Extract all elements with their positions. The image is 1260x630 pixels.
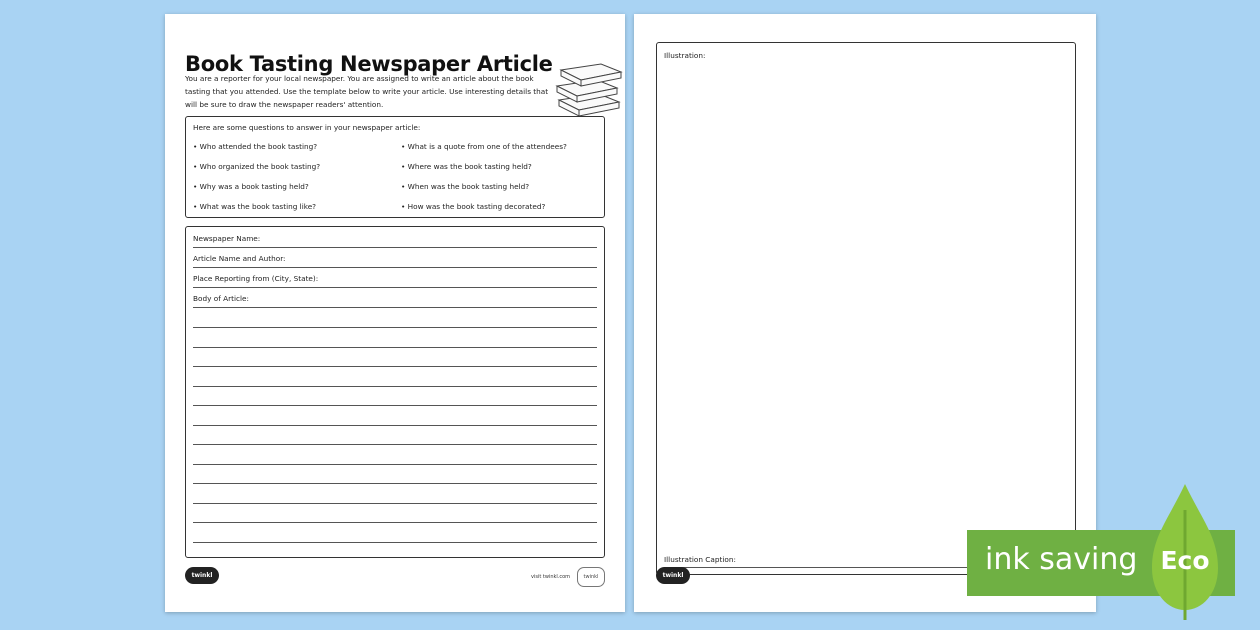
page-title: Book Tasting Newspaper Article <box>185 52 553 76</box>
writing-line <box>193 327 597 328</box>
question-item: • Who attended the book tasting? <box>193 142 318 151</box>
writing-line <box>193 425 597 426</box>
questions-right-column <box>401 141 567 221</box>
illustration-box[interactable] <box>656 42 1076 575</box>
books-icon <box>553 56 625 122</box>
writing-line <box>193 347 597 348</box>
question-item: • Why was a book tasting held? <box>193 182 309 191</box>
question-item: • How was the book tasting decorated? <box>401 202 546 211</box>
writing-line <box>193 464 597 465</box>
writing-line <box>193 444 597 445</box>
questions-left-column <box>193 141 320 221</box>
questions-box <box>185 116 605 218</box>
writing-line <box>193 522 597 523</box>
question-item: • What is a quote from one of the attendees? <box>401 142 567 151</box>
twinkl-logo: twinkl <box>656 567 690 584</box>
newspaper-name-field[interactable] <box>193 235 597 248</box>
article-name-label: Article Name and Author: <box>193 254 289 263</box>
twinkl-logo: twinkl <box>185 567 219 584</box>
writing-line <box>193 483 597 484</box>
article-form-box <box>185 226 605 558</box>
intro-text: You are a reporter for your local newspaper. You are assigned to write an article about the book tasting that you attended. Use the template below to write your article. Use interesting details that will be sure to draw the newspaper readers' attention. <box>185 74 549 109</box>
questions-heading: Here are some questions to answer in your newspaper article: <box>193 123 421 132</box>
footer-url: visit twinkl.com <box>531 574 571 580</box>
illustration-caption-label: Illustration Caption: <box>664 555 739 564</box>
illustration-label: Illustration: <box>664 51 706 60</box>
eco-banner-text: ink saving <box>985 542 1138 577</box>
writing-line <box>193 405 597 406</box>
worksheet-page-2 <box>634 14 1096 612</box>
eco-label: Eco <box>1160 546 1210 575</box>
question-item: • Who organized the book tasting? <box>193 162 321 171</box>
twinkl-badge: twinkl <box>577 567 605 587</box>
question-item: • What was the book tasting like? <box>193 202 317 211</box>
place-reporting-field[interactable] <box>193 275 597 288</box>
body-of-article-label: Body of Article: <box>193 294 252 303</box>
writing-line <box>193 366 597 367</box>
body-of-article-field[interactable] <box>193 295 597 308</box>
question-item: • Where was the book tasting held? <box>401 162 532 171</box>
writing-line <box>193 386 597 387</box>
question-item: • When was the book tasting held? <box>401 182 530 191</box>
article-name-field[interactable] <box>193 255 597 268</box>
place-reporting-label: Place Reporting from (City, State): <box>193 274 321 283</box>
newspaper-name-label: Newspaper Name: <box>193 234 263 243</box>
writing-line <box>193 542 597 543</box>
writing-line <box>193 503 597 504</box>
worksheet-page-1 <box>165 14 625 612</box>
